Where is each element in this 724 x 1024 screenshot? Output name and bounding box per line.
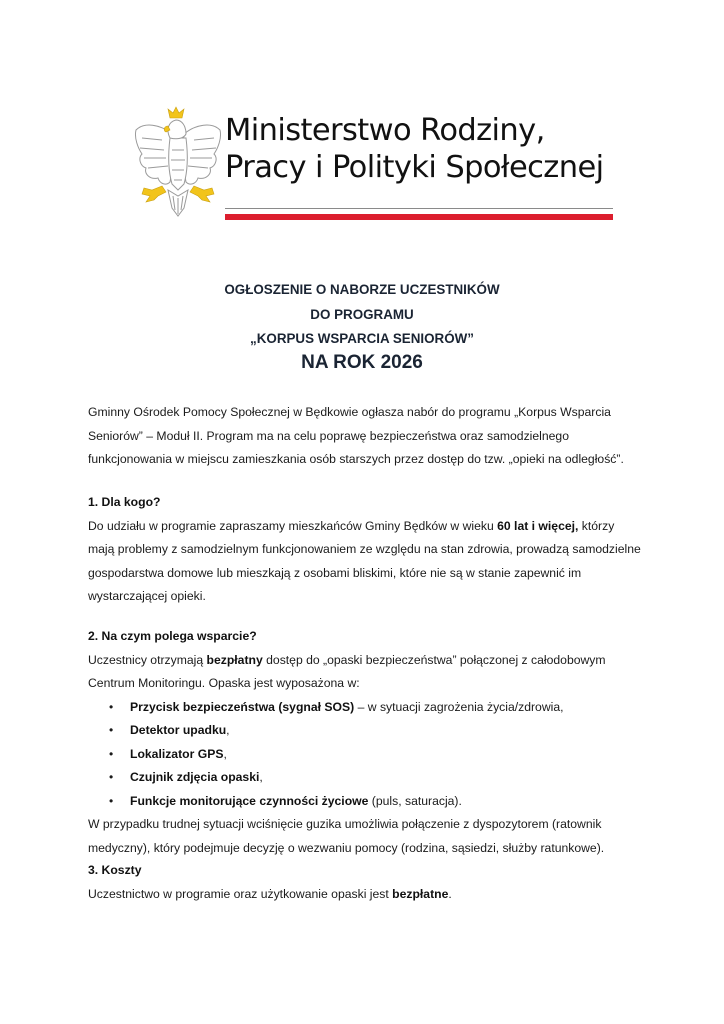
section-line bbox=[88, 883, 648, 907]
section-support bbox=[88, 625, 648, 860]
program-year: NA ROK 2026 bbox=[301, 352, 423, 373]
section-line: medyczny), który podejmuje decyzję o wezwaniu pomocy (rodzina, sąsiedzi, służby ratunkowe). bbox=[88, 840, 605, 855]
intro-paragraph bbox=[88, 401, 648, 472]
section-line: wystarczającej opieki. bbox=[88, 589, 206, 603]
bullet-icon: • bbox=[109, 793, 114, 808]
header-red-bar bbox=[225, 214, 613, 220]
announcement-title-line1: OGŁOSZENIE O NABORZE UCZESTNIKÓW bbox=[224, 282, 500, 297]
feature-desc: (puls, saturacja). bbox=[368, 793, 462, 808]
section-line bbox=[88, 515, 648, 539]
polish-eagle-emblem-icon bbox=[132, 104, 224, 224]
ministry-name bbox=[225, 112, 603, 186]
intro-line: Gminny Ośrodek Pomocy Społecznej w Będkowie ogłasza nabór do programu „Korpus Wsparcia bbox=[88, 405, 611, 419]
text: dostęp do „opaski bezpieczeństwa” połączonej z całodobowym bbox=[262, 652, 606, 667]
feature-desc: – w sytuacji zagrożenia życia/zdrowia, bbox=[354, 699, 564, 714]
header-gray-rule bbox=[225, 208, 613, 209]
ministry-name-line1: Ministerstwo Rodziny, bbox=[225, 113, 545, 148]
section-heading: 2. Na czym polega wsparcie? bbox=[88, 629, 257, 643]
bullet-icon: • bbox=[109, 699, 114, 714]
section-heading: 3. Koszty bbox=[88, 863, 142, 877]
free-emphasis: bezpłatne bbox=[392, 886, 449, 901]
ministry-header bbox=[132, 104, 622, 226]
section-heading: 1. Dla kogo? bbox=[88, 495, 161, 509]
program-name: „KORPUS WSPARCIA SENIORÓW” bbox=[250, 331, 474, 346]
text: Do udziału w programie zapraszamy mieszkańców Gminy Będków w wieku bbox=[88, 518, 498, 533]
feature-name: Czujnik zdjęcia opaski bbox=[130, 770, 260, 784]
text: Uczestnicy otrzymają bbox=[88, 652, 207, 667]
section-line: mają problemy z samodzielnym funkcjonowaniem ze względu na stan zdrowia, prowadzą samodzielne bbox=[88, 542, 641, 556]
list-item bbox=[88, 719, 648, 743]
intro-line: Seniorów” – Moduł II. Program ma na celu poprawę bezpieczeństwa oraz samodzielnego bbox=[88, 428, 569, 443]
feature-name: Przycisk bezpieczeństwa (sygnał SOS) bbox=[130, 699, 355, 714]
feature-name: Funkcje monitorujące czynności życiowe bbox=[130, 793, 369, 808]
list-item bbox=[88, 790, 648, 814]
text: Uczestnictwo w programie oraz użytkowanie opaski jest bbox=[88, 886, 393, 901]
bullet-icon: • bbox=[109, 770, 114, 784]
announcement-title-line2: DO PROGRAMU bbox=[310, 307, 414, 322]
feature-desc: , bbox=[259, 770, 263, 784]
free-emphasis: bezpłatny bbox=[206, 652, 263, 667]
ministry-name-line2: Pracy i Polityki Społecznej bbox=[225, 150, 604, 185]
intro-line: funkcjonowania w miejscu zamieszkania osób starszych przez dostęp do tzw. „opieki na odległość”. bbox=[88, 452, 624, 466]
feature-name: Detektor upadku bbox=[130, 723, 227, 737]
bullet-icon: • bbox=[109, 723, 114, 737]
bullet-icon: • bbox=[109, 746, 114, 761]
age-requirement: 60 lat i więcej, bbox=[497, 518, 579, 533]
feature-desc: , bbox=[223, 746, 227, 761]
feature-desc: , bbox=[226, 723, 230, 737]
text: którzy bbox=[578, 518, 615, 533]
list-item bbox=[88, 696, 648, 720]
text: . bbox=[448, 886, 452, 901]
list-item bbox=[88, 743, 648, 767]
features-list bbox=[88, 696, 648, 814]
section-line: W przypadku trudnej sytuacji wciśnięcie guzika umożliwia połączenie z dyspozytorem (ratownik bbox=[88, 817, 602, 831]
section-costs bbox=[88, 859, 648, 906]
list-item bbox=[88, 766, 648, 790]
section-who bbox=[88, 491, 648, 609]
section-line bbox=[88, 649, 648, 673]
feature-name: Lokalizator GPS bbox=[130, 746, 224, 761]
section-line: Centrum Monitoringu. Opaska jest wyposażona w: bbox=[88, 676, 360, 690]
section-line: gospodarstwa domowe lub mieszkają z osobami bliskimi, które nie są w stanie zapewnić im bbox=[88, 565, 582, 580]
